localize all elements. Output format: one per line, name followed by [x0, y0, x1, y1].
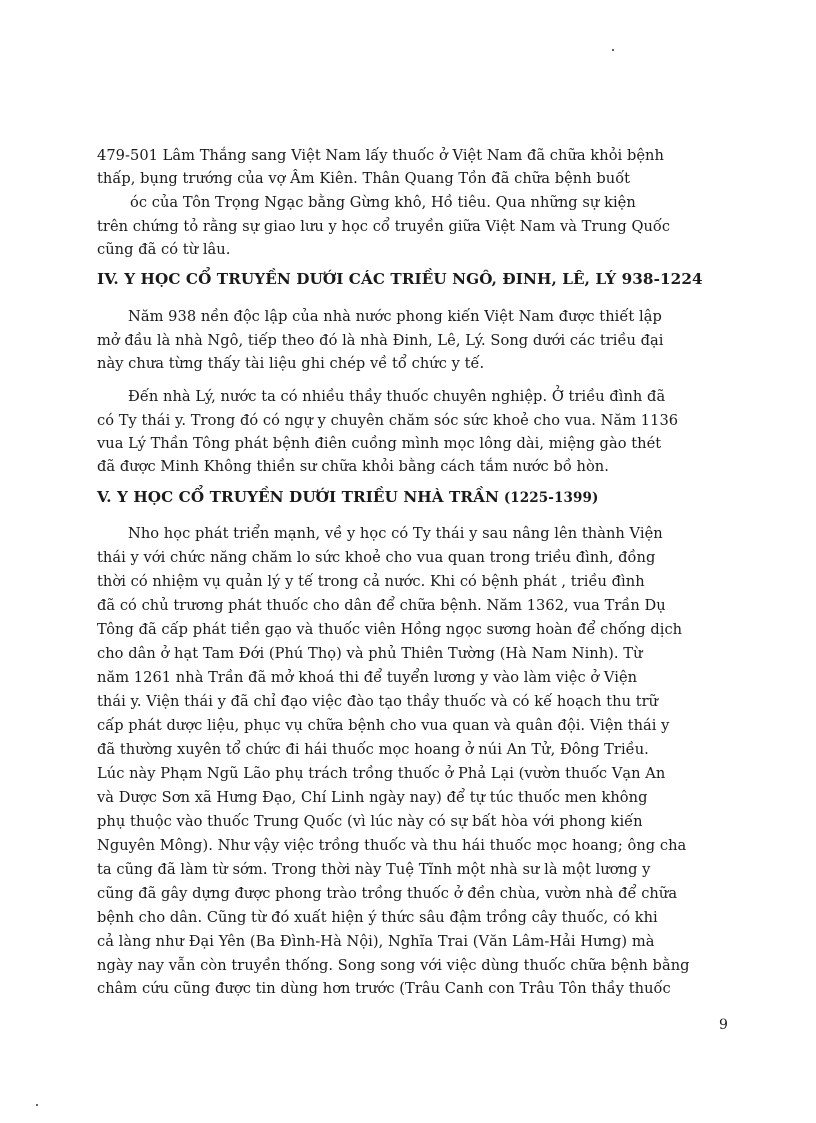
text-line: Tông đã cấp phát tiền gạo và thuốc viên Hồng ngọc sương hoàn để chống dịch: [97, 621, 683, 638]
text-line: cấp phát dược liệu, phục vụ chữa bệnh cho vua quan và quân đội. Viện thái y: [97, 717, 670, 734]
text-line: cũng đã gây dựng được phong trào trồng thuốc ở đền chùa, vườn nhà để chữa: [97, 885, 678, 902]
text-line: Nguyên Mông). Như vậy việc trồng thuốc và thu hái thuốc mọc hoang; ông cha: [97, 837, 687, 854]
text-line: thấp, bụng trướng của vợ Âm Kiên. Thân Quang Tồn đã chữa bệnh buốt: [97, 170, 631, 187]
text-line: 479-501 Lâm Thắng sang Việt Nam lấy thuốc ở Việt Nam đã chữa khỏi bệnh: [97, 147, 664, 164]
text-line: cả làng như Đại Yên (Ba Đình-Hà Nội), Nghĩa Trai (Văn Lâm-Hải Hưng) mà: [97, 933, 655, 950]
text-line: Nho học phát triển mạnh, về y học có Ty thái y sau nâng lên thành Viện: [128, 525, 663, 542]
text-line: đã được Minh Không thiền sư chữa khỏi bằng cách tắm nước bồ hòn.: [97, 458, 609, 475]
text-line: đã thường xuyên tổ chức đi hái thuốc mọc hoang ở núi An Tử, Đông Triều.: [97, 741, 649, 758]
scan-speck: [612, 49, 614, 51]
text-line: cũng đã có từ lâu.: [97, 241, 231, 258]
text-line: vua Lý Thần Tông phát bệnh điên cuồng mình mọc lông dài, miệng gào thét: [97, 435, 662, 452]
text-line: Lúc này Phạm Ngũ Lão phụ trách trồng thuốc ở Phả Lại (vườn thuốc Vạn An: [97, 765, 666, 782]
text-line: cho dân ở hạt Tam Đới (Phú Thọ) và phủ Thiên Tường (Hà Nam Ninh). Từ: [97, 645, 643, 662]
text-line: bệnh cho dân. Cũng từ đó xuất hiện ý thức sâu đậm trồng cây thuốc, có khi: [97, 909, 658, 926]
text-line: năm 1261 nhà Trần đã mở khoá thi để tuyển lương y vào làm việc ở Viện: [97, 669, 638, 686]
text-line: này chưa từng thấy tài liệu ghi chép về tổ chức y tế.: [97, 355, 485, 372]
section-heading-iv: IV. Y HỌC CỔ TRUYỀN DƯỚI CÁC TRIỀU NGÔ, ĐINH, LÊ, LÝ 938-1224: [97, 270, 703, 288]
page-number: 9: [719, 1017, 728, 1033]
scan-speck: [36, 1104, 38, 1106]
heading-title: V. Y HỌC CỔ TRUYỀN DƯỚI TRIỀU NHÀ TRẦN: [97, 488, 500, 506]
text-line: Năm 938 nền độc lập của nhà nước phong kiến Việt Nam được thiết lập: [128, 308, 662, 325]
text-line: có Ty thái y. Trong đó có ngự y chuyên chăm sóc sức khoẻ cho vua. Năm 1136: [97, 412, 679, 429]
text-line: ngày nay vẫn còn truyền thống. Song song với việc dùng thuốc chữa bệnh bằng: [97, 957, 690, 974]
text-line: óc của Tôn Trọng Ngạc bằng Gừng khô, Hồ tiêu. Qua những sự kiện: [130, 194, 636, 211]
text-line: và Dược Sơn xã Hưng Đạo, Chí Linh ngày nay) để tự túc thuốc men không: [97, 789, 648, 806]
text-line: thái y. Viện thái y đã chỉ đạo việc đào tạo thầy thuốc và có kế hoạch thu trữ: [97, 693, 659, 710]
text-line: ta cũng đã làm từ sớm. Trong thời này Tuệ Tĩnh một nhà sư là một lương y: [97, 861, 651, 878]
text-line: Đến nhà Lý, nước ta có nhiều thầy thuốc chuyên nghiệp. Ở triều đình đã: [128, 388, 666, 405]
text-line: thời có nhiệm vụ quản lý y tế trong cả nước. Khi có bệnh phát , triều đình: [97, 573, 645, 590]
text-line: mở đầu là nhà Ngô, tiếp theo đó là nhà Đinh, Lê, Lý. Song dưới các triều đại: [97, 332, 664, 349]
text-line: châm cứu cũng được tin dùng hơn trước (Trâu Canh con Trâu Tôn thầy thuốc: [97, 980, 671, 997]
heading-years: (1225-1399): [499, 490, 599, 506]
text-line: trên chứng tỏ rằng sự giao lưu y học cổ truyền giữa Việt Nam và Trung Quốc: [97, 218, 671, 235]
section-heading-v: [97, 486, 598, 509]
text-line: đã có chủ trương phát thuốc cho dân để chữa bệnh. Năm 1362, vua Trần Dụ: [97, 597, 666, 614]
text-line: thái y với chức năng chăm lo sức khoẻ cho vua quan trong triều đình, đồng: [97, 549, 656, 566]
text-line: phụ thuộc vào thuốc Trung Quốc (vì lúc này có sự bất hòa với phong kiến: [97, 813, 643, 830]
